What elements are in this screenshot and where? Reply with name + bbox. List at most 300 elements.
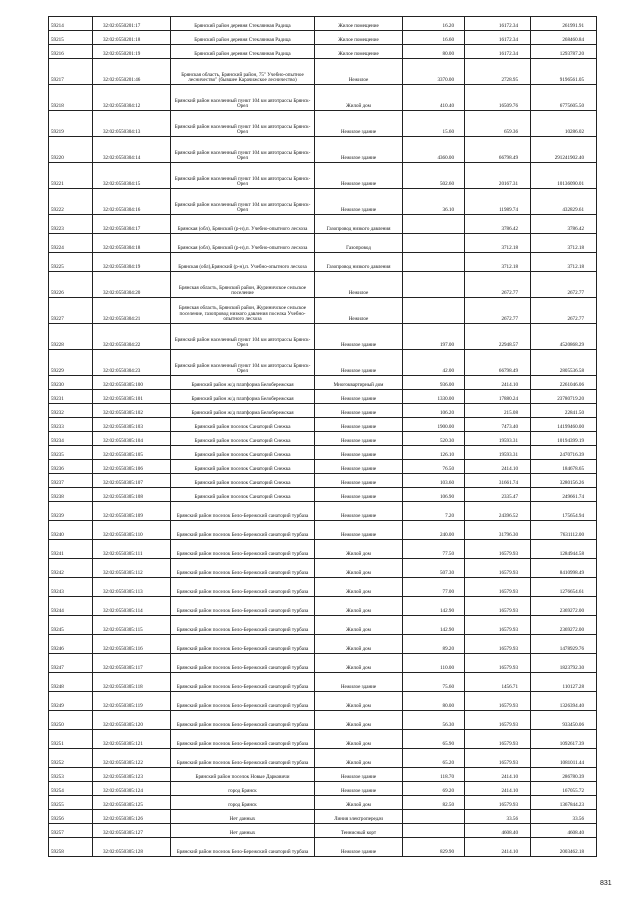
cadastral-value-cell: 10194399.19 [531, 432, 597, 446]
cadastral-price-cell: 17880.24 [465, 390, 531, 404]
cadastral-number-cell: 32:02:0550304:18 [93, 234, 171, 253]
location-cell: Брянский район поселок Санаторий Снежка [171, 488, 315, 502]
cadastral-value-cell: 167055.72 [531, 782, 597, 796]
cadastral-price-cell: 16579.93 [465, 616, 531, 635]
area-cell: 76.50 [403, 460, 465, 474]
location-cell: город Брянск [171, 796, 315, 810]
cadastral-price-cell: 2414.10 [465, 460, 531, 474]
object-type-cell: Нежилое здание [315, 137, 403, 163]
cadastral-price-cell: 19593.31 [465, 446, 531, 460]
table-row [49, 559, 597, 578]
cadastral-price-cell: 16579.93 [465, 540, 531, 559]
area-cell: 1900.00 [403, 418, 465, 432]
location-cell: Брянский район населенный пункт 104 км автотрассы Брянск-Орел [171, 163, 315, 189]
location-cell: Брянский район поселок Бело-Бережский санаторий турбаза [171, 749, 315, 768]
table-row [49, 578, 597, 597]
location-cell: Брянский район поселок Новые Дарковичи [171, 768, 315, 782]
object-type-cell: Нежилое здание [315, 521, 403, 540]
location-cell: Брянская (обл),Брянский (р-н),п. Учебно-опытного лесхоза [171, 253, 315, 272]
cadastral-price-cell: 16509.76 [465, 85, 531, 111]
object-type-cell: Жилой дом [315, 559, 403, 578]
cadastral-value-cell: 1276654.61 [531, 578, 597, 597]
row-number-cell: 59257 [49, 824, 93, 838]
object-type-cell: Нежилое здание [315, 474, 403, 488]
location-cell: Брянский район ж/д платформа Белобережская [171, 390, 315, 404]
row-number-cell: 59221 [49, 163, 93, 189]
area-cell [403, 272, 465, 298]
cadastral-value-cell: 1284944.58 [531, 540, 597, 559]
cadastral-price-cell: 2335.47 [465, 488, 531, 502]
cadastral-number-cell: 32:02:0550305:120 [93, 711, 171, 730]
cadastral-number-cell: 32:02:0550305:106 [93, 460, 171, 474]
location-cell: Брянский район ж/д платформа Белобережская [171, 376, 315, 390]
table-row [49, 838, 597, 857]
object-type-cell: Нежилое здание [315, 838, 403, 857]
cadastral-value-cell: 3280156.26 [531, 474, 597, 488]
area-cell: 520.30 [403, 432, 465, 446]
area-cell: 3370.00 [403, 59, 465, 85]
table-row [49, 824, 597, 838]
object-type-cell: Нежилое [315, 298, 403, 324]
row-number-cell: 59250 [49, 711, 93, 730]
area-cell [403, 298, 465, 324]
cadastral-price-cell: 16579.93 [465, 692, 531, 711]
cadastral-number-cell: 32:02:0550304:13 [93, 111, 171, 137]
object-type-cell: Жилой дом [315, 692, 403, 711]
row-number-cell: 59236 [49, 460, 93, 474]
object-type-cell: Жилой дом [315, 540, 403, 559]
cadastral-value-cell: 2672.77 [531, 272, 597, 298]
cadastral-price-cell: 16579.93 [465, 559, 531, 578]
cadastral-price-cell: 2672.77 [465, 272, 531, 298]
row-number-cell: 59223 [49, 215, 93, 234]
location-cell: Брянский район населенный пункт 104 км автотрассы Брянск-Орел [171, 324, 315, 350]
table-row [49, 298, 597, 324]
object-type-cell: Жилой дом [315, 796, 403, 810]
area-cell: 75.60 [403, 673, 465, 692]
registry-table [48, 16, 597, 857]
table-row [49, 502, 597, 521]
cadastral-price-cell: 16579.93 [465, 711, 531, 730]
cadastral-price-cell: 1456.71 [465, 673, 531, 692]
cadastral-value-cell: 261991.91 [531, 17, 597, 31]
cadastral-number-cell: 32:02:0550305:111 [93, 540, 171, 559]
table-row [49, 163, 597, 189]
table-row [49, 488, 597, 502]
table-row [49, 215, 597, 234]
row-number-cell: 59243 [49, 578, 93, 597]
table-row [49, 673, 597, 692]
table-row [49, 474, 597, 488]
cadastral-price-cell: 2414.10 [465, 782, 531, 796]
cadastral-number-cell: 32:02:0550305:124 [93, 782, 171, 796]
table-row [49, 654, 597, 673]
object-type-cell: Нежилое здание [315, 390, 403, 404]
table-row [49, 324, 597, 350]
object-type-cell: Жилой дом [315, 578, 403, 597]
cadastral-price-cell: 16579.93 [465, 730, 531, 749]
location-cell: Брянский район поселок Бело-Бережский санаторий турбаза [171, 692, 315, 711]
area-cell: 80.00 [403, 692, 465, 711]
cadastral-number-cell: 32:02:0550304:16 [93, 189, 171, 215]
row-number-cell: 59251 [49, 730, 93, 749]
cadastral-number-cell: 32:02:0550305:105 [93, 446, 171, 460]
location-cell: Брянский район деревня Стеклянная Радица [171, 31, 315, 45]
cadastral-price-cell: 31661.74 [465, 474, 531, 488]
object-type-cell: Теннисный корт [315, 824, 403, 838]
table-row [49, 137, 597, 163]
cadastral-price-cell: 16172.34 [465, 17, 531, 31]
row-number-cell: 59249 [49, 692, 93, 711]
cadastral-number-cell: 32:02:0550304:15 [93, 163, 171, 189]
cadastral-price-cell: 3712.18 [465, 234, 531, 253]
cadastral-value-cell: 249661.74 [531, 488, 597, 502]
table-row [49, 31, 597, 45]
cadastral-price-cell: 66798.49 [465, 137, 531, 163]
location-cell: Брянская (обл), Брянский (р-н),п. Учебно-опытного лесхоза [171, 234, 315, 253]
row-number-cell: 59238 [49, 488, 93, 502]
location-cell: Брянская область, Брянский район, 75" Учебно-опытное лесничество" (бывшее Карачижское лесничество) [171, 59, 315, 85]
cadastral-value-cell: 2672.77 [531, 298, 597, 324]
row-number-cell: 59255 [49, 796, 93, 810]
cadastral-value-cell: 6775605.50 [531, 85, 597, 111]
location-cell: Нет данных [171, 824, 315, 838]
cadastral-price-cell: 215.08 [465, 404, 531, 418]
cadastral-number-cell: 32:02:0550305:125 [93, 796, 171, 810]
location-cell: Брянский район поселок Бело-Бережский санаторий турбаза [171, 578, 315, 597]
area-cell: 65.90 [403, 730, 465, 749]
cadastral-value-cell: 1293787.20 [531, 45, 597, 59]
location-cell: Брянский район поселок Бело-Бережский санаторий турбаза [171, 654, 315, 673]
row-number-cell: 59245 [49, 616, 93, 635]
location-cell: город Брянск [171, 782, 315, 796]
row-number-cell: 59244 [49, 597, 93, 616]
cadastral-price-cell: 16579.93 [465, 654, 531, 673]
area-cell: 4360.00 [403, 137, 465, 163]
cadastral-value-cell: 1081011.44 [531, 749, 597, 768]
cadastral-price-cell: 16579.93 [465, 635, 531, 654]
area-cell: 507.30 [403, 559, 465, 578]
cadastral-value-cell: 1092617.39 [531, 730, 597, 749]
table-row [49, 730, 597, 749]
row-number-cell: 59220 [49, 137, 93, 163]
cadastral-price-cell: 20167.31 [465, 163, 531, 189]
area-cell: 56.30 [403, 711, 465, 730]
cadastral-value-cell: 22841.50 [531, 404, 597, 418]
cadastral-value-cell: 10136090.01 [531, 163, 597, 189]
row-number-cell: 59230 [49, 376, 93, 390]
row-number-cell: 59225 [49, 253, 93, 272]
object-type-cell: Газопровод низкого давления [315, 215, 403, 234]
table-row [49, 446, 597, 460]
cadastral-number-cell: 32:02:0550305:121 [93, 730, 171, 749]
table-row [49, 390, 597, 404]
area-cell: 197.00 [403, 324, 465, 350]
location-cell: Брянский район поселок Бело-Бережский санаторий турбаза [171, 521, 315, 540]
cadastral-value-cell: 933450.06 [531, 711, 597, 730]
cadastral-price-cell: 22948.57 [465, 324, 531, 350]
object-type-cell: Нежилое здание [315, 460, 403, 474]
row-number-cell: 59256 [49, 810, 93, 824]
area-cell [403, 215, 465, 234]
cadastral-price-cell: 2414.10 [465, 376, 531, 390]
cadastral-number-cell: 32:02:0550305:103 [93, 418, 171, 432]
table-row [49, 692, 597, 711]
cadastral-price-cell: 16172.34 [465, 45, 531, 59]
object-type-cell: Нежилое здание [315, 163, 403, 189]
cadastral-value-cell: 33.56 [531, 810, 597, 824]
object-type-cell: Нежилое здание [315, 111, 403, 137]
object-type-cell: Нежилое здание [315, 189, 403, 215]
area-cell: 142.90 [403, 616, 465, 635]
row-number-cell: 59241 [49, 540, 93, 559]
table-row [49, 59, 597, 85]
cadastral-price-cell: 24396.52 [465, 502, 531, 521]
object-type-cell: Жилой дом [315, 616, 403, 635]
cadastral-number-cell: 32:02:0550305:126 [93, 810, 171, 824]
row-number-cell: 59219 [49, 111, 93, 137]
row-number-cell: 59227 [49, 298, 93, 324]
row-number-cell: 59258 [49, 838, 93, 857]
location-cell: Брянский район поселок Санаторий Снежка [171, 446, 315, 460]
table-row [49, 45, 597, 59]
row-number-cell: 59217 [49, 59, 93, 85]
area-cell: 69.20 [403, 782, 465, 796]
row-number-cell: 59228 [49, 324, 93, 350]
cadastral-value-cell: 10286.02 [531, 111, 597, 137]
area-cell: 829.90 [403, 838, 465, 857]
cadastral-number-cell: 32:02:0550305:115 [93, 616, 171, 635]
cadastral-number-cell: 32:02:0550305:102 [93, 404, 171, 418]
area-cell [403, 824, 465, 838]
row-number-cell: 59224 [49, 234, 93, 253]
row-number-cell: 59252 [49, 749, 93, 768]
location-cell: Брянская область, Брянский район, Журиничское сельское поселение, газопровод низкого давления поселка Учебно-опытного лесхоза [171, 298, 315, 324]
table-row [49, 460, 597, 474]
table-row [49, 376, 597, 390]
area-cell: 80.00 [403, 45, 465, 59]
object-type-cell: Нежилое здание [315, 673, 403, 692]
table-row [49, 272, 597, 298]
cadastral-value-cell: 3786.42 [531, 215, 597, 234]
cadastral-price-cell: 3786.42 [465, 215, 531, 234]
area-cell: 42.00 [403, 350, 465, 376]
area-cell: 126.10 [403, 446, 465, 460]
cadastral-price-cell: 2728.95 [465, 59, 531, 85]
cadastral-value-cell: 2261046.06 [531, 376, 597, 390]
row-number-cell: 59222 [49, 189, 93, 215]
cadastral-number-cell: 32:02:0550304:23 [93, 350, 171, 376]
table-row [49, 234, 597, 253]
table-row [49, 616, 597, 635]
cadastral-price-cell: 16172.34 [465, 31, 531, 45]
table-row [49, 17, 597, 31]
row-number-cell: 59226 [49, 272, 93, 298]
table-row [49, 540, 597, 559]
area-cell: 77.00 [403, 578, 465, 597]
area-cell: 77.50 [403, 540, 465, 559]
cadastral-number-cell: 32:02:0550305:100 [93, 376, 171, 390]
cadastral-value-cell: 8410998.49 [531, 559, 597, 578]
cadastral-number-cell: 32:02:0550304:14 [93, 137, 171, 163]
table-row [49, 189, 597, 215]
cadastral-value-cell: 3712.18 [531, 234, 597, 253]
cadastral-price-cell: 2414.10 [465, 838, 531, 857]
cadastral-number-cell: 32:02:0550201:46 [93, 59, 171, 85]
cadastral-value-cell: 14199460.00 [531, 418, 597, 432]
location-cell: Брянский район населенный пункт 104 км автотрассы Брянск-Орел [171, 350, 315, 376]
cadastral-number-cell: 32:02:0550305:114 [93, 597, 171, 616]
cadastral-value-cell: 2369272.00 [531, 616, 597, 635]
object-type-cell: Нежилое [315, 272, 403, 298]
area-cell: 502.60 [403, 163, 465, 189]
area-cell: 118.70 [403, 768, 465, 782]
location-cell: Брянский район поселок Бело-Бережский санаторий турбаза [171, 502, 315, 521]
table-row [49, 111, 597, 137]
row-number-cell: 59232 [49, 404, 93, 418]
cadastral-price-cell: 4608.40 [465, 824, 531, 838]
object-type-cell: Жилое помещение [315, 17, 403, 31]
cadastral-value-cell: 268460.84 [531, 31, 597, 45]
cadastral-value-cell: 432829.61 [531, 189, 597, 215]
location-cell: Брянский район поселок Санаторий Снежка [171, 474, 315, 488]
location-cell: Брянский район поселок Санаторий Снежка [171, 460, 315, 474]
area-cell: 82.50 [403, 796, 465, 810]
cadastral-value-cell: 23780719.20 [531, 390, 597, 404]
location-cell: Брянский район поселок Бело-Бережский санаторий турбаза [171, 635, 315, 654]
cadastral-number-cell: 32:02:0550305:122 [93, 749, 171, 768]
cadastral-number-cell: 32:02:0550201:17 [93, 17, 171, 31]
cadastral-price-cell: 19593.31 [465, 432, 531, 446]
area-cell [403, 253, 465, 272]
area-cell [403, 234, 465, 253]
object-type-cell: Нежилое здание [315, 350, 403, 376]
row-number-cell: 59234 [49, 432, 93, 446]
cadastral-price-cell: 31796.30 [465, 521, 531, 540]
row-number-cell: 59229 [49, 350, 93, 376]
cadastral-number-cell: 32:02:0550305:101 [93, 390, 171, 404]
area-cell: 410.40 [403, 85, 465, 111]
page-number: 831 [600, 880, 612, 887]
location-cell: Брянский район поселок Бело-Бережский санаторий турбаза [171, 597, 315, 616]
row-number-cell: 59246 [49, 635, 93, 654]
table-row [49, 521, 597, 540]
cadastral-value-cell: 2470716.39 [531, 446, 597, 460]
object-type-cell: Жилой дом [315, 749, 403, 768]
cadastral-number-cell: 32:02:0550305:117 [93, 654, 171, 673]
location-cell: Брянский район населенный пункт 104 км автотрассы Брянск-Орел [171, 189, 315, 215]
area-cell: 16.20 [403, 17, 465, 31]
cadastral-number-cell: 32:02:0550305:127 [93, 824, 171, 838]
object-type-cell: Жилой дом [315, 654, 403, 673]
location-cell: Брянский район поселок Санаторий Снежка [171, 418, 315, 432]
cadastral-price-cell: 66798.49 [465, 350, 531, 376]
row-number-cell: 59240 [49, 521, 93, 540]
row-number-cell: 59231 [49, 390, 93, 404]
object-type-cell: Линия электропередач [315, 810, 403, 824]
cadastral-value-cell: 2805536.58 [531, 350, 597, 376]
area-cell: 36.10 [403, 189, 465, 215]
object-type-cell: Жилое помещение [315, 45, 403, 59]
table-row [49, 749, 597, 768]
object-type-cell: Нежилое здание [315, 324, 403, 350]
cadastral-value-cell: 175654.94 [531, 502, 597, 521]
table-row [49, 85, 597, 111]
cadastral-number-cell: 32:02:0550305:118 [93, 673, 171, 692]
cadastral-number-cell: 32:02:0550305:108 [93, 488, 171, 502]
cadastral-price-cell: 16579.93 [465, 578, 531, 597]
cadastral-number-cell: 32:02:0550305:104 [93, 432, 171, 446]
cadastral-value-cell: 110127.28 [531, 673, 597, 692]
row-number-cell: 59248 [49, 673, 93, 692]
object-type-cell: Нежилое здание [315, 782, 403, 796]
table-row [49, 418, 597, 432]
cadastral-number-cell: 32:02:0550305:116 [93, 635, 171, 654]
location-cell: Брянский район поселок Бело-Бережский санаторий турбаза [171, 559, 315, 578]
cadastral-number-cell: 32:02:0550304:12 [93, 85, 171, 111]
object-type-cell: Жилой дом [315, 730, 403, 749]
cadastral-price-cell: 16579.93 [465, 796, 531, 810]
location-cell: Брянский район деревня Стеклянная Радица [171, 17, 315, 31]
object-type-cell: Жилой дом [315, 597, 403, 616]
cadastral-price-cell: 659.36 [465, 111, 531, 137]
location-cell: Брянский район поселок Бело-Бережский санаторий турбаза [171, 730, 315, 749]
area-cell: 103.60 [403, 474, 465, 488]
cadastral-number-cell: 32:02:0550305:113 [93, 578, 171, 597]
location-cell: Нет данных [171, 810, 315, 824]
cadastral-number-cell: 32:02:0550305:109 [93, 502, 171, 521]
cadastral-number-cell: 32:02:0550304:17 [93, 215, 171, 234]
cadastral-value-cell: 1823792.30 [531, 654, 597, 673]
location-cell: Брянская область, Брянский район, Журиничское сельское поселение [171, 272, 315, 298]
area-cell: 89.20 [403, 635, 465, 654]
table-row [49, 711, 597, 730]
cadastral-value-cell: 4520868.29 [531, 324, 597, 350]
table-row [49, 782, 597, 796]
table-row [49, 597, 597, 616]
row-number-cell: 59237 [49, 474, 93, 488]
cadastral-value-cell: 286780.39 [531, 768, 597, 782]
table-row [49, 810, 597, 824]
cadastral-value-cell: 1326394.40 [531, 692, 597, 711]
location-cell: Брянский район поселок Бело-Бережский санаторий турбаза [171, 711, 315, 730]
object-type-cell: Нежилое здание [315, 488, 403, 502]
cadastral-number-cell: 32:02:0550201:18 [93, 31, 171, 45]
object-type-cell: Жилое помещение [315, 31, 403, 45]
cadastral-value-cell: 3712.18 [531, 253, 597, 272]
location-cell: Брянская (обл), Брянский (р-н),п. Учебно-опытного лесхоза [171, 215, 315, 234]
cadastral-value-cell: 2369272.00 [531, 597, 597, 616]
cadastral-value-cell: 2003462.18 [531, 838, 597, 857]
table-row [49, 432, 597, 446]
cadastral-number-cell: 32:02:0550305:112 [93, 559, 171, 578]
row-number-cell: 59215 [49, 31, 93, 45]
table-row [49, 350, 597, 376]
table-row [49, 635, 597, 654]
cadastral-price-cell: 3712.18 [465, 253, 531, 272]
location-cell: Брянский район поселок Бело-Бережский санаторий турбаза [171, 673, 315, 692]
cadastral-value-cell: 291241902.40 [531, 137, 597, 163]
area-cell: 1330.00 [403, 390, 465, 404]
cadastral-price-cell: 2414.10 [465, 768, 531, 782]
row-number-cell: 59253 [49, 768, 93, 782]
object-type-cell: Нежилое здание [315, 432, 403, 446]
cadastral-number-cell: 32:02:0550304:20 [93, 272, 171, 298]
cadastral-price-cell: 16579.93 [465, 597, 531, 616]
row-number-cell: 59247 [49, 654, 93, 673]
area-cell: 106.20 [403, 404, 465, 418]
object-type-cell: Газопровод [315, 234, 403, 253]
